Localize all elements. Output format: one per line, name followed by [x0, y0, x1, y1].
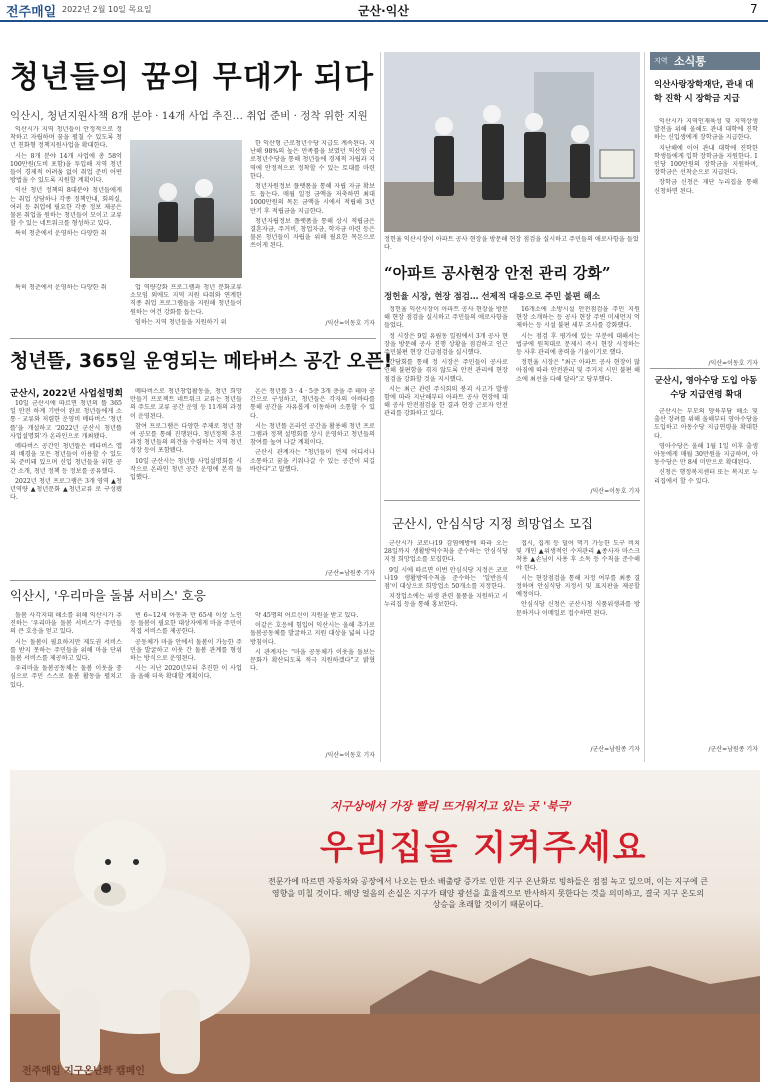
paragraph: 업 역량강화 프로그램과 청년 문화교류 소모임 외에도 지역 지원 타워와 연계한 직종 취업 프로그램들을 지원해 청년들이 원하는 여건 강화를 돕는다.	[130, 284, 242, 316]
paragraph: 시는 지난 2020년부터 추진한 이 사업을 올해 더욱 확대할 계획이다.	[130, 665, 242, 681]
section-title: 군산·익산	[358, 4, 409, 18]
safe-food-col1	[384, 540, 508, 750]
safe-food-col2	[516, 540, 640, 740]
divider	[650, 368, 760, 369]
paragraph: 특히 청춘에서 운영하는 다양한 취	[15, 284, 107, 291]
top-story-byline: /익산=이동호 기자	[325, 320, 375, 327]
column-divider	[380, 52, 381, 762]
top-story-col2	[130, 284, 242, 326]
paragraph: 정헌율 시장은 "최근 아파트 공사 현장이 많아짐에 따라 안전관리 및 주거지 시민 불편 해소에 최선을 다해 달라"고 당부했다.	[516, 359, 640, 383]
paragraph: 정 시장은 9일 유림동 일원에서 3개 공사 현장을 방문해 공사 진행 상황을 점검하고 인근 주민불편 현장 긴급점검을 실시했다.	[384, 332, 508, 357]
dateline: 2022년 2월 10일 목요일	[62, 5, 152, 14]
paragraph: 돌봄 사각지대 해소를 위해 익산시가 추진하는 '우리마을 돌봄 서비스'가 주민들의 큰 호응을 얻고 있다.	[10, 612, 122, 636]
top-story-col1-cont	[10, 284, 122, 326]
paragraph: 군산시는 부모의 양육부담 해소 및 출산 장려를 위해 올해부터 영아수당을 도입하고 아동수당 지급연령을 확대한다.	[654, 408, 758, 440]
divider	[10, 338, 376, 339]
metaverse-byline: /군산=남원종 기자	[325, 570, 375, 577]
sidebar-item2-body	[654, 408, 758, 738]
metaverse-headline: 청년뜰, 365일 운영되는 메타버스 공간 오픈!	[10, 350, 393, 372]
paragraph: 이같은 호응에 힘입어 익산시는 올해 추가로 돌봄공동체를 발굴하고 지원 대상을 넓혀 나갈 방침이다.	[250, 622, 375, 646]
ad-landscape	[10, 770, 760, 1082]
paragraph: 10일 군산시는 청년뜰 사업설명회를 시작으로 온라인 청년 공간 운영에 본격 돌입했다.	[130, 457, 242, 482]
sidebar-title: 소식통	[674, 55, 706, 68]
village-care-col2	[130, 612, 242, 758]
top-headline: 청년들의 꿈의 무대가 되다	[10, 60, 375, 95]
paragraph: 익산시가 지역인재육성 및 지역상생발전을 위해 올해도 관내 대학에 진학하는 신입생에게 장학금을 지급한다.	[654, 118, 758, 142]
paragraph: 익산시가 지역 청년들이 안정적으로 정착하고 자립하며 꿈을 펼칠 수 있도록 청년 친화형 정책지원사업을 확대한다.	[10, 126, 122, 150]
metaverse-col1	[10, 400, 122, 576]
apt-col2	[516, 306, 640, 484]
paragraph: 우리마을 돌봄공동체는 돌봄 이웃을 중심으로 주민 스스로 돌봄 활동을 펼치고 있다.	[10, 665, 122, 689]
paragraph: 참여 프로그램은 다양한 주제로 청년 참여 공모를 통해 진행된다. 청년정책 추진 과정 청년들의 의견을 수렴하는 지역 청년 성장 등이 포함됐다.	[130, 422, 242, 455]
safe-food-headline: 군산시, 안심식당 지정 희망업소 모집	[392, 516, 593, 531]
paragraph: 한 익산형 근로청년수당 지급도 계속된다. 지난해 98%의 높은 만족률을 보였던 익산형 근로청년수당을 통해 청년들에 경제적 자립과 지역에 안정적으로 정착할 수 있는 토대를 마련한다.	[250, 140, 375, 180]
top-story-photo	[130, 140, 242, 278]
paragraph: 시는 현장점검을 통해 지정 여부를 최종 결정하며 안심식당 지정서 및 표지판을 제공할 예정이다.	[516, 574, 640, 599]
paragraph: 청년자립정보 플랫폼을 통해 상시 적립금은 결혼자금, 주거비, 창업자금, 학자금 마련 등은 물론 청년들이 자립을 위해 필요한 목돈으로 쓰이게 된다.	[250, 217, 375, 250]
top-story-col3	[250, 140, 375, 326]
column-divider	[644, 52, 645, 762]
paragraph: 메타버스 공간인 청년뜰은 메타버스 앱의 배경을 모든 청년들이 이용할 수 있도록 준비돼 있으며 신입 청년들을 위한 공간 소개, 청년 정책 등 정보를 공유했다.	[10, 443, 122, 475]
ad-body: 전문가에 따르면 자동차와 공장에서 나오는 탄소 배출량 증가로 인한 지구 온난화로 빙하들은 점점 녹고 있으며, 이는 지구에 큰 영향을 미칠 것이다. 해양 얼음의 손실은 지구가 태양 광선을 효율적으로 반사하지 못한다는 것을 의미하고, 결국 지구 온도의 상승을 초래할 것이기 때문이다.	[268, 877, 708, 909]
paragraph: 시는 8개 분야 14개 사업에 총 58억 100만원(도비 포함)을 투입해 지역 청년들이 경제적 어려움 없이 취업 준비 어떤 방법을 수 있도록 지원할 계획이다.	[10, 152, 122, 185]
village-care-col1	[10, 612, 122, 758]
climate-campaign-ad	[10, 770, 760, 1082]
paragraph: 장학금 신청은 재단 누리집을 통해 신청하면 된다.	[654, 179, 758, 195]
paragraph: 익산 청년 정책의 8대분야 청년들에게 는 취업 상담하나 각종 정책안내, 회의실, 여러 등 취업에 필요한 각종 정보 제공은 물론 취업을 원하는 청년들이 모이고 교류할 수 있는 네트워크를 형성하고 있다.	[10, 187, 122, 228]
village-care-col3	[250, 612, 375, 748]
safe-food-byline: /군산=남원종 기자	[590, 746, 640, 753]
ad-title: 우리집을 지켜주세요	[320, 828, 648, 868]
ad-footer: 전주매일 지구온난화 캠페인	[22, 1066, 145, 1077]
sidebar-item2-headline: 군산시, 영아수당 도입 아동수당 지급연령 확대	[654, 376, 758, 400]
page-number: 7	[750, 2, 758, 16]
apartment-site-photo	[384, 52, 640, 232]
ad-tagline: 지구상에서 가장 빨리 뜨거워지고 있는 곳 '북극'	[330, 799, 573, 813]
sidebar-item1-body	[654, 118, 758, 358]
paragraph: 지난해에 이어 관내 대학에 진학한 학생들에게 입학 장학금을 지원한다. 1인당 100만원의 장학금을 지원하며, 장학금은 선착순으로 지급된다.	[654, 144, 758, 177]
apt-subhead: 정헌율 시장, 현장 점검… 선제적 대응으로 주민 불편 해소	[384, 292, 601, 302]
paragraph: 영아수당은 올해 1월 1일 이후 출생 아동에게 매월 30만원을 지급하며, 아동수당은 만 8세 미만으로 확대된다.	[654, 442, 758, 467]
paragraph: 접시, 집게 등 덜어 먹기 가능한 도구 비치 및 개인 ▲위생적인 수저관리 ▲종사자 마스크 착용 ▲손님이 사용 후 소독 등 수칙을 준수해야 한다.	[516, 540, 640, 572]
divider	[384, 500, 640, 501]
paragraph: 특히 청춘에서 운영하는 다양한 취	[15, 230, 107, 238]
sidebar-item1-byline: /익산=이동호 기자	[708, 360, 758, 367]
sidebar-header	[650, 52, 760, 70]
construction-site-illustration	[384, 52, 640, 232]
paragraph: 안심식당 신청은 군산시청 식품위생과를 방문하거나 이메일로 접수하면 된다.	[516, 601, 640, 617]
divider	[10, 580, 376, 581]
paragraph: 시는 돌봄이 필요하지만 제도권 서비스를 받지 못하는 주민들을 위해 마을 단위 돌봄 서비스를 제공하고 있다.	[10, 638, 122, 663]
paragraph: 10일 군산시에 따르면 청년의 뜰 365일 안전 하계 기반이 완료 청년들에게 소통 · 교류와 저렴한 운영비 메타버스 '청년뜰'을 개설하고 '2022년 군산시 청년뜰 사업설명회'가 온라인으로 개최됐다.	[10, 400, 122, 440]
paragraph: 약 45명의 어르신이 지원을 받고 있다.	[255, 612, 359, 619]
metaverse-col3	[250, 388, 375, 566]
paragraph: 공동체가 마을 안에서 돌봄이 가능한 주민을 발굴하고 이웃 간 돌봄 관계를 형성하는 방식으로 운영된다.	[130, 638, 242, 663]
paragraph: 시는 청년뜰 온라인 공간을 활용해 청년 프로그램과 정책 설명회를 상시 운영하고 청년들의 참여를 높여 나갈 계획이다.	[250, 422, 375, 447]
paragraph: 군산시가 코로나19 감염예방에 따라 오는 28일까지 생활방역수칙을 준수하는 안심식당 지정 희망업소를 모집한다.	[384, 540, 508, 564]
paragraph: 지정업소에는 위생 관련 물품을 지원하고 시 누리집 등을 통해 홍보한다.	[384, 593, 508, 609]
paragraph: 16개소에 소방시설 안전점검을 주민 지원 현장 소개하는 등 공사 현장 주변 미세먼지 억제하는 등 시설 불편 세부 조사를 강화했다.	[516, 306, 640, 330]
apt-byline: /익산=이동호 기자	[590, 488, 640, 495]
paragraph: 시는 최근 관련 주식회의 붕괴 사고가 발생함에 따라 지난해부터 아파트 공사 현장에 대해 공사 안전점검을 한 결과 현장 근로자 안전 관리를 강화하고 있다.	[384, 385, 508, 418]
paragraph: 2022년 청년 프로그램은 3개 영역 ▲청년역량 ▲청년문화 ▲청년교류 로 구성됐다.	[10, 477, 122, 502]
paragraph: 청년자원정보 플랫폼을 통해 자립 자금 확보도 돕는다. 매월 일정 금액을 저축하면 최대 1000만원의 목돈 금액을 시에서 적립해 3년 만기 후 적립금을 지급한다.	[250, 183, 375, 215]
paragraph: 메타버스로 청년창업활동을, 청년 희망만들기 프로젝트 네트워크 교류는 청년들의 주도로 교류 공간 운영 등 11개의 과정이 운영된다.	[130, 388, 242, 420]
paragraph: 신청은 행정복지센터 또는 복지로 누리집에서 할 수 있다.	[654, 469, 758, 485]
metaverse-kicker: 군산시, 2022년 사업설명회	[10, 389, 123, 399]
apt-headline: “아파트 공사현장 안전 관리 강화”	[384, 264, 611, 282]
sidebar-label: 지역	[654, 57, 668, 65]
paragraph: 정헌율 익산시장이 아파트 공사 현장을 방문해 현장 점검을 실시하고 주민들의 애로사항을 들었다.	[384, 306, 508, 330]
photo-caption: 정헌율 익산시장이 아파트 공사 현장을 방문해 현장 점검을 실시하고 주민들의 애로사항을 들었다.	[384, 236, 639, 251]
paragraph: 9일 시에 따르면 이번 안심식당 지정은 코로나19 생활방역수칙을 준수하는 '일반음식점'이 대상으로 희망업소 50개소를 지정한다.	[384, 566, 508, 591]
paragraph: 온은 청년뜰 3 · 4 · 5층 3개 층을 주 테마 공간으로 구성하고, 청년들은 각자의 아바타를 통해 공간을 자유롭게 이동하며 소통할 수 있다.	[250, 388, 375, 420]
paragraph: 빈 6~12세 아동과 만 65세 이상 노인 등 돌봄이 필요한 대상자에게 마을 주민이 직접 서비스를 제공한다.	[130, 612, 242, 636]
metaverse-col2	[130, 388, 242, 576]
paragraph: 시는 점검 후 평가에 있는 부분에 대해서는 법규에 원칙대로 문제시 즉시 현장 시정하는 등 사후 관리에 총력을 기울이기로 했다.	[516, 332, 640, 357]
paragraph: 간담회를 통해 정 시장은 주민들이 공사로 인해 불편함을 겪지 않도록 안전 관리에 현장 점검을 강화할 것을 지시했다.	[384, 359, 508, 383]
masthead: 전주매일	[6, 5, 57, 20]
sidebar-item2-byline: /군산=남원종 기자	[708, 746, 758, 753]
sidebar-item1-headline: 익산사랑장학재단, 관내 대학 진학 시 장학금 지급	[654, 80, 754, 104]
paragraph: 군산시 관계자는 "청년들이 언제 어디서나 소통하고 꿈을 키워나갈 수 있는 공간이 되길 바란다"고 말했다.	[250, 449, 375, 473]
paragraph: 임하는 지역 청년들을 지원하기 위	[135, 318, 227, 326]
top-story-col1	[10, 126, 122, 278]
top-subhead: 익산시, 청년지원사책 8개 분야 · 14개 사업 추진… 취업 준비 · 정착 위한 지원	[10, 110, 368, 122]
paragraph: 시 관계자는 "마을 공동체가 이웃을 돌보는 문화가 확산되도록 적극 지원하겠다"고 밝혔다.	[250, 648, 375, 673]
apt-col1	[384, 306, 508, 494]
village-care-headline: 익산시, '우리마을 돌봄 서비스' 호응	[10, 588, 206, 603]
worker-illustration	[130, 140, 242, 278]
village-care-byline: /익산=이동호 기자	[325, 752, 375, 759]
